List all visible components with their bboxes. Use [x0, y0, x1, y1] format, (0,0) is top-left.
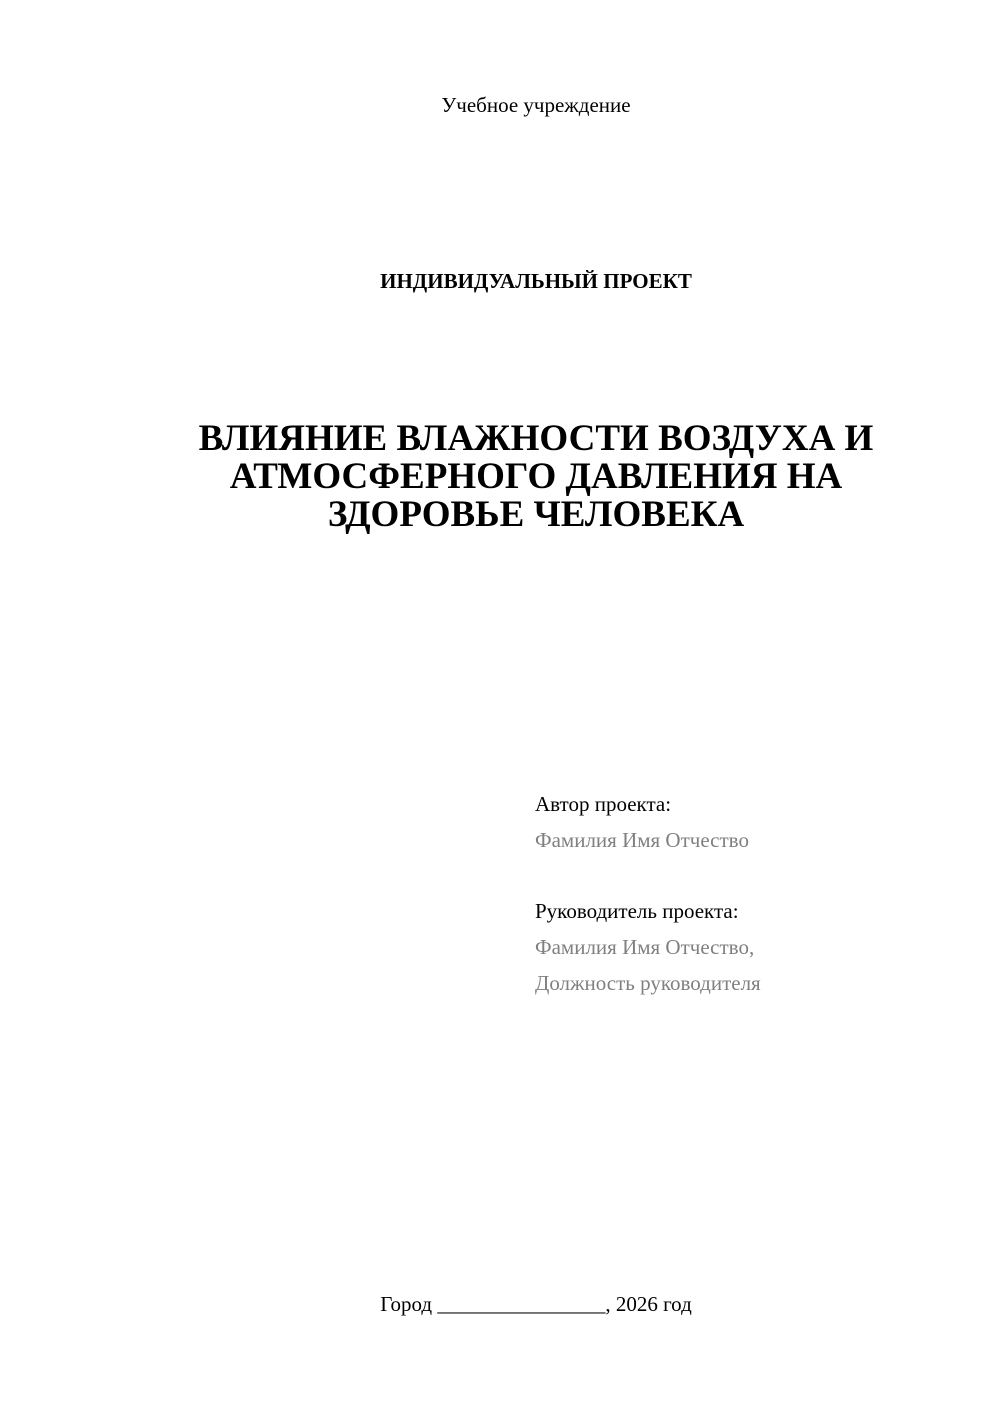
institution-name: Учебное учреждение [441, 93, 631, 117]
supervisor-label: Руководитель проекта: [535, 899, 739, 923]
supervisor-name: Фамилия Имя Отчество, [535, 935, 755, 959]
project-title-line: ЗДОРОВЬЕ ЧЕЛОВЕКА [327, 494, 745, 535]
author-name: Фамилия Имя Отчество [535, 828, 749, 852]
author-label: Автор проекта: [535, 792, 672, 816]
city-year-footer: Город ________________, 2026 год [380, 1292, 692, 1316]
supervisor-position: Должность руководителя [535, 971, 761, 995]
supervisor-block [535, 893, 761, 1001]
project-type: ИНДИВИДУАЛЬНЫЙ ПРОЕКТ [380, 269, 692, 293]
project-title-line: ВЛИЯНИЕ ВЛАЖНОСТИ ВОЗДУХА И [198, 418, 874, 459]
project-title-line: АТМОСФЕРНОГО ДАВЛЕНИЯ НА [229, 456, 843, 497]
author-block [535, 786, 749, 858]
project-title [150, 420, 922, 534]
